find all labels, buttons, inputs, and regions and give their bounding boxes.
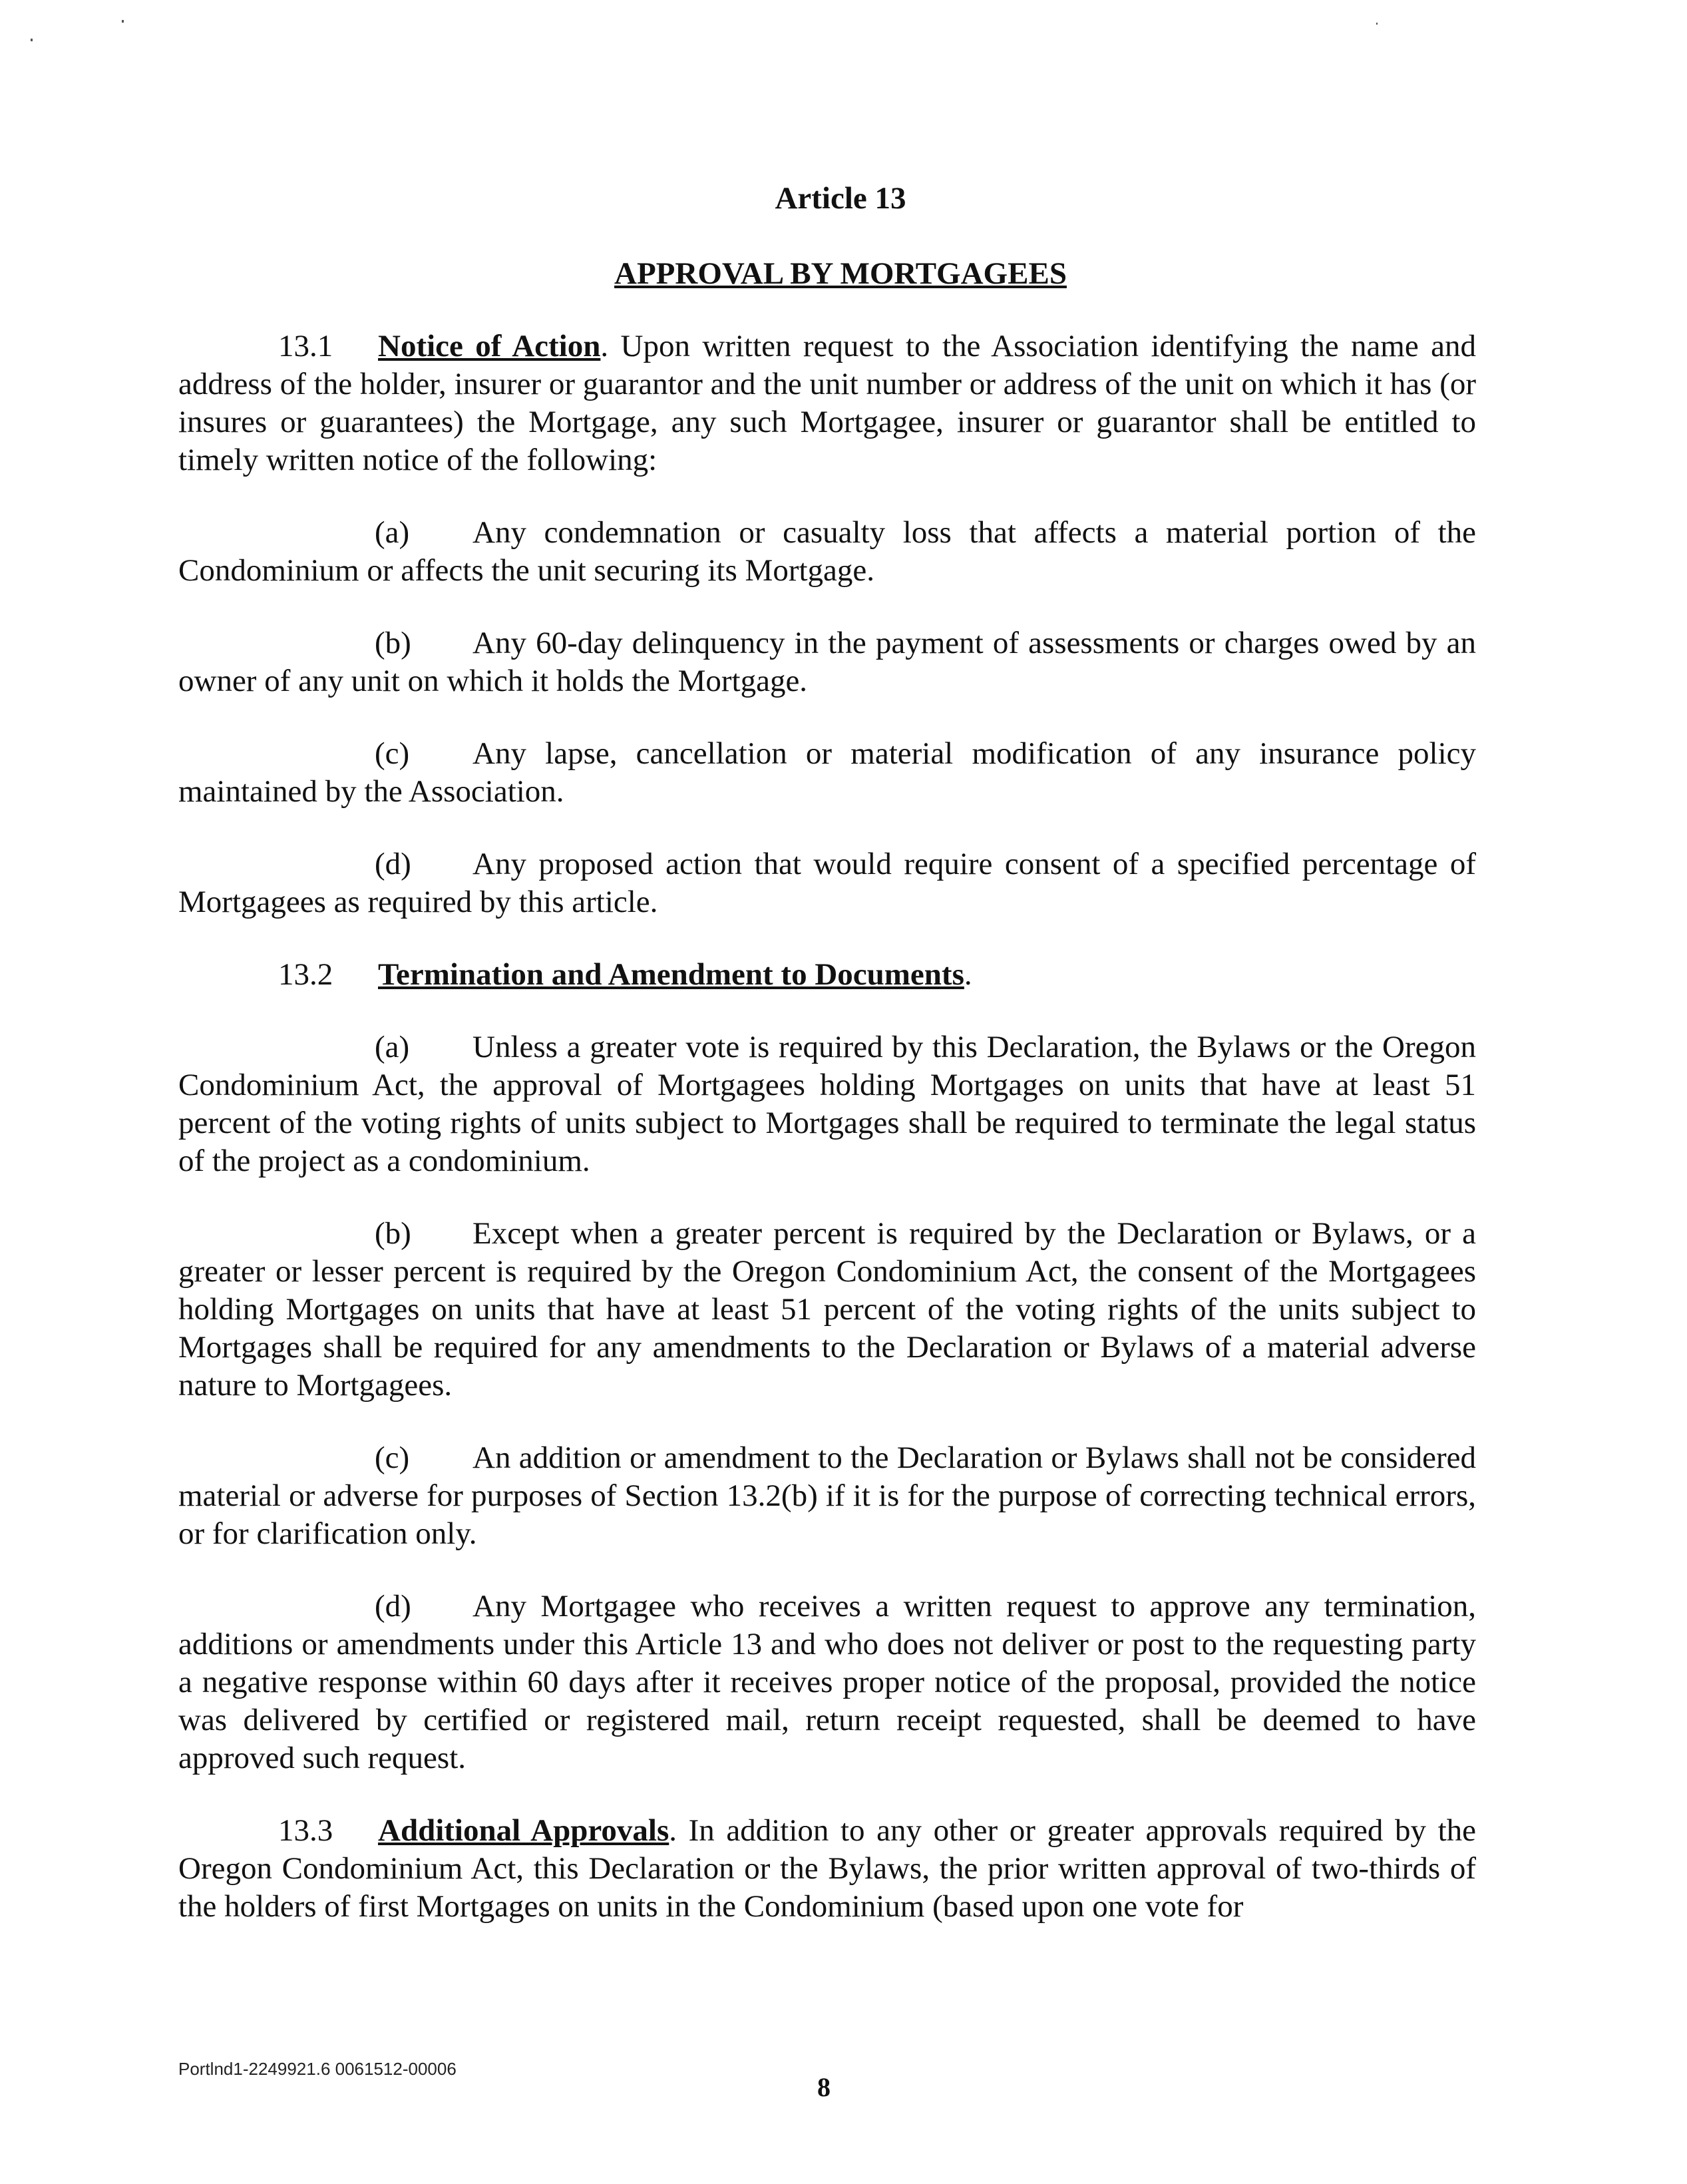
item-text: Any 60-day delinquency in the payment of assessments or charges owed by an owner of any unit on which it holds the Mortgage. xyxy=(178,626,1476,698)
document-id: Portlnd1-2249921.6 0061512-00006 xyxy=(178,2059,457,2079)
article-title: APPROVAL BY MORTGAGEES xyxy=(614,256,1067,291)
list-item xyxy=(178,1215,1476,1405)
section-13-2 xyxy=(178,956,1476,994)
list-item xyxy=(178,735,1476,811)
item-text: Unless a greater vote is required by this Declaration, the Bylaws or the Oregon Condominium Act, the approval of Mortgagees holding Mortgages on units that have at least 51 percent of the voting rights of units subject to Mortgages shall be required to terminate the legal status of the project as a condominium. xyxy=(178,1030,1476,1178)
page-number: 8 xyxy=(817,2072,831,2102)
item-label: (a) xyxy=(375,515,410,550)
section-text: . Upon written request to the Association identifying the name and address of the holder, insurer or guarantor and the unit number or address of the unit on which it has (or insures or guarantees) the Mortgage, any such Mortgagee, insurer or guarantor shall be entitled to timely written notice of the following: xyxy=(178,329,1476,477)
section-heading: Termination and Amendment to Documents xyxy=(378,957,964,992)
item-text: Any proposed action that would require consent of a specified percentage of Mortgagees as required by this article. xyxy=(178,847,1476,919)
section-13-1 xyxy=(178,328,1476,479)
scan-speck xyxy=(122,20,124,23)
item-text: Any lapse, cancellation or material modification of any insurance policy maintained by the Association. xyxy=(178,736,1476,809)
list-item xyxy=(178,514,1476,590)
item-label: (b) xyxy=(375,626,411,660)
item-label: (c) xyxy=(375,736,410,771)
item-label: (a) xyxy=(375,1030,410,1064)
item-label: (b) xyxy=(375,1216,411,1251)
section-text: . In addition to any other or greater approvals required by the Oregon Condominium Act, this Declaration or the Bylaws, the prior written approval of two-thirds of the holders of first Mortgages on units in the Condominium (based upon one vote for xyxy=(178,1813,1476,1924)
scan-speck xyxy=(1376,23,1378,25)
article-number: Article 13 xyxy=(775,181,906,216)
section-text: . xyxy=(964,957,972,992)
list-item xyxy=(178,1588,1476,1777)
item-text: Any condemnation or casualty loss that affects a material portion of the Condominium or affects the unit securing its Mortgage. xyxy=(178,515,1476,588)
scan-speck xyxy=(31,39,33,41)
section-heading: Additional Approvals xyxy=(378,1813,669,1848)
item-label: (c) xyxy=(375,1440,410,1475)
item-label: (d) xyxy=(375,847,411,881)
document-body xyxy=(178,180,1476,1926)
item-text: Any Mortgagee who receives a written request to approve any termination, additions or amendments under this Article 13 and who does not deliver or post to the requesting party a negative response within 60 days after it receives proper notice of the proposal, provided the notice was delivered by certified or registered mail, return receipt requested, shall be deemed to have approved such request. xyxy=(178,1589,1476,1775)
section-number: 13.2 xyxy=(278,957,333,992)
list-item xyxy=(178,624,1476,700)
list-item xyxy=(178,1028,1476,1180)
section-number: 13.3 xyxy=(278,1813,333,1848)
section-number: 13.1 xyxy=(278,329,333,363)
item-text: An addition or amendment to the Declaration or Bylaws shall not be considered material or adverse for purposes of Section 13.2(b) if it is for the purpose of correcting technical errors, or for clarification only. xyxy=(178,1440,1476,1551)
item-label: (d) xyxy=(375,1589,411,1624)
list-item xyxy=(178,1439,1476,1553)
section-heading: Notice of Action xyxy=(378,329,601,363)
section-13-3 xyxy=(178,1812,1476,1926)
item-text: Except when a greater percent is required by the Declaration or Bylaws, or a greater or lesser percent is required by the Oregon Condominium Act, the consent of the Mortgagees holding Mortgages on units that have at least 51 percent of the voting rights of the units subject to Mortgages shall be required for any amendments to the Declaration or Bylaws of a material adverse nature to Mortgagees. xyxy=(178,1216,1476,1403)
list-item xyxy=(178,845,1476,921)
